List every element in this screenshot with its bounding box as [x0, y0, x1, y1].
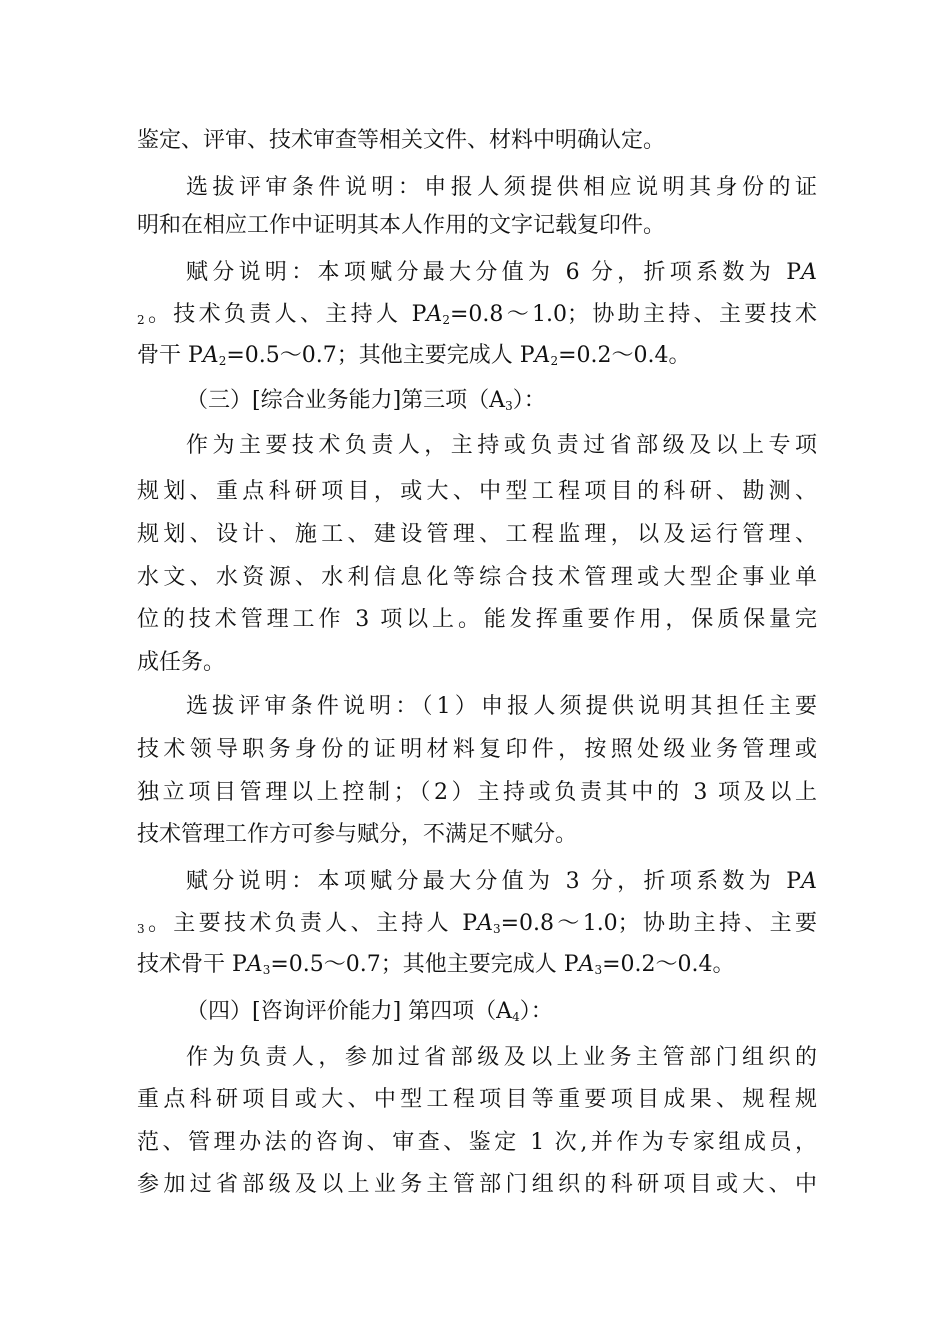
section-heading: （四）[咨询评价能力] 第四项$(A_4)$： — [186, 999, 553, 1024]
text-line: 规划、设计、施工、建设管理、工程监理，以及运行管理、 — [137, 522, 817, 547]
text-line: 水文、水资源、水利信息化等综合技术管理或大型企事业单 — [137, 565, 817, 590]
text-line: 重点科研项目或大、中型工程项目等重要项目成果、规程规 — [137, 1087, 817, 1112]
text-line: 技术领导职务身份的证明材料复印件，按照处级业务管理或 — [137, 737, 817, 762]
text-line: 骨干 $PA_2=0.5\sim 0.7$；其他主要完成人 $PA_2=0.2\sim 0.4$。 — [137, 343, 691, 368]
text-line: 选拔评审条件说明：（1）申报人须提供说明其担任主要 — [186, 694, 817, 719]
text-line: 作为主要技术负责人，主持或负责过省部级及以上专项 — [186, 433, 817, 458]
text-line: 明和在相应工作中证明其本人作用的文字记载复印件。 — [137, 213, 666, 238]
text-line: 赋分说明：本项赋分最大分值为 3 分，折项系数为 PA — [186, 869, 817, 894]
text-line: 作为负责人，参加过省部级及以上业务主管部门组织的 — [186, 1045, 817, 1070]
text-line: $_3$。主要技术负责人、主持人 $PA_3=0.8\sim 1.0$；协助主持、主要 — [137, 911, 817, 936]
text-line: 独立项目管理以上控制；（2）主持或负责其中的 3 项及以上 — [137, 780, 817, 805]
text-line: 范、管理办法的咨询、审查、鉴定 1 次,并作为专家组成员， — [137, 1130, 817, 1155]
text-line: 参加过省部级及以上业务主管部门组织的科研项目或大、中 — [137, 1172, 817, 1197]
text-line: 位的技术管理工作 3 项以上。能发挥重要作用，保质保量完 — [137, 607, 817, 632]
text-line: 鉴定、评审、技术审查等相关文件、材料中明确认定。 — [137, 128, 666, 153]
text-line: 技术骨干 $PA_3=0.5\sim 0.7$；其他主要完成人 $PA_3=0.2\sim 0.4$。 — [137, 952, 735, 977]
text-line: 技术管理工作方可参与赋分，不满足不赋分。 — [137, 822, 578, 847]
section-heading: （三）[综合业务能力]第三项$(A_3)$： — [186, 388, 546, 413]
text-line: 规划、重点科研项目，或大、中型工程项目的科研、勘测、 — [137, 479, 817, 504]
text-line: $_2$。技术负责人、主持人 $PA_2=0.8\sim 1.0$；协助主持、主要技术 — [137, 302, 818, 327]
text-line: 赋分说明：本项赋分最大分值为 6 分，折项系数为 PA — [186, 260, 817, 285]
text-line: 选拔评审条件说明：申报人须提供相应说明其身份的证 — [186, 175, 817, 200]
text-line: 成任务。 — [137, 650, 226, 675]
